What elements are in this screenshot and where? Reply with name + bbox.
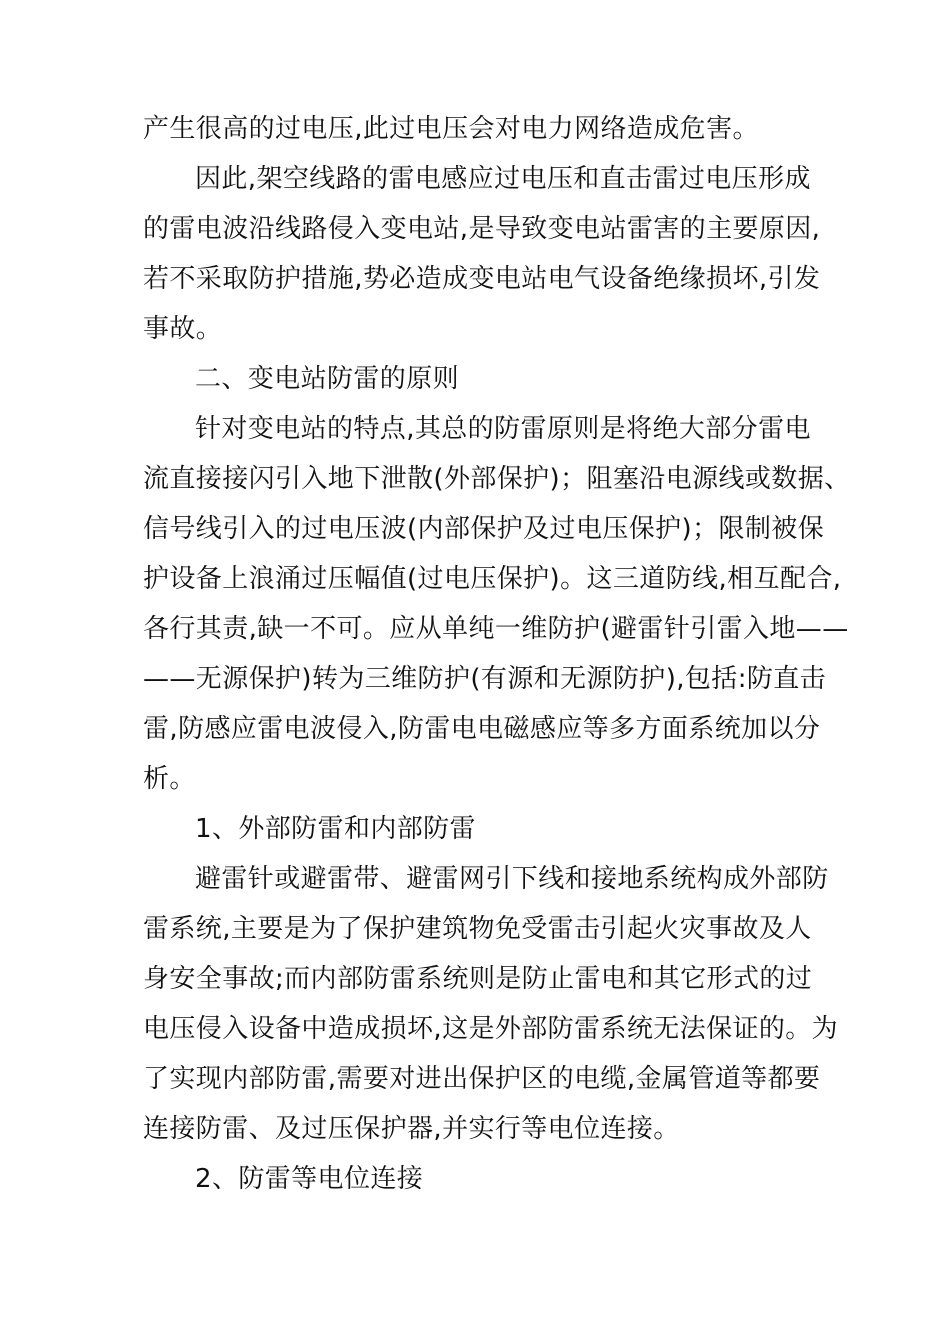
text-line: ——无源保护)转为三维防护(有源和无源防护),包括:防直击 xyxy=(143,664,827,694)
text-line: 护设备上浪涌过压幅值(过电压保护)。这三道防线,相互配合, xyxy=(143,564,842,594)
text-line: 身安全事故;而内部防雷系统则是防止雷电和其它形式的过 xyxy=(143,964,813,994)
text-line: 事故。 xyxy=(143,314,223,344)
text-line: 针对变电站的特点,其总的防雷原则是将绝大部分雷电 xyxy=(195,414,811,444)
text-line: 连接防雷、及过压保护器,并实行等电位连接。 xyxy=(143,1114,680,1144)
text-line: 析。 xyxy=(143,764,196,794)
text-line: 电压侵入设备中造成损坏,这是外部防雷系统无法保证的。为 xyxy=(143,1014,839,1044)
text-line: 避雷针或避雷带、避雷网引下线和接地系统构成外部防 xyxy=(195,864,829,894)
text-line: 雷系统,主要是为了保护建筑物免受雷击引起火灾事故及人 xyxy=(143,914,812,944)
section-heading: 1、外部防雷和内部防雷 xyxy=(195,814,476,844)
text-line: 了实现内部防雷,需要对进出保护区的电缆,金属管道等都要 xyxy=(143,1064,821,1094)
text-line: 信号线引入的过电压波(内部保护及过电压保护)；限制被保 xyxy=(143,514,825,544)
text-line: 因此,架空线路的雷电感应过电压和直击雷过电压形成 xyxy=(195,164,811,194)
text-line: 若不采取防护措施,势必造成变电站电气设备绝缘损坏,引发 xyxy=(143,264,821,294)
text-line: 的雷电波沿线路侵入变电站,是导致变电站雷害的主要原因, xyxy=(143,214,821,244)
section-heading: 二、变电站防雷的原则 xyxy=(195,364,460,394)
section-heading: 2、防雷等电位连接 xyxy=(195,1164,424,1194)
text-line: 产生很高的过电压,此过电压会对电力网络造成危害。 xyxy=(143,114,759,144)
text-line: 各行其责,缺一不可。应从单纯一维防护(避雷针引雷入地—— xyxy=(143,614,849,644)
text-line: 流直接接闪引入地下泄散(外部保护)；阻塞沿电源线或数据、 xyxy=(143,464,851,494)
text-line: 雷,防感应雷电波侵入,防雷电电磁感应等多方面系统加以分 xyxy=(143,714,821,744)
